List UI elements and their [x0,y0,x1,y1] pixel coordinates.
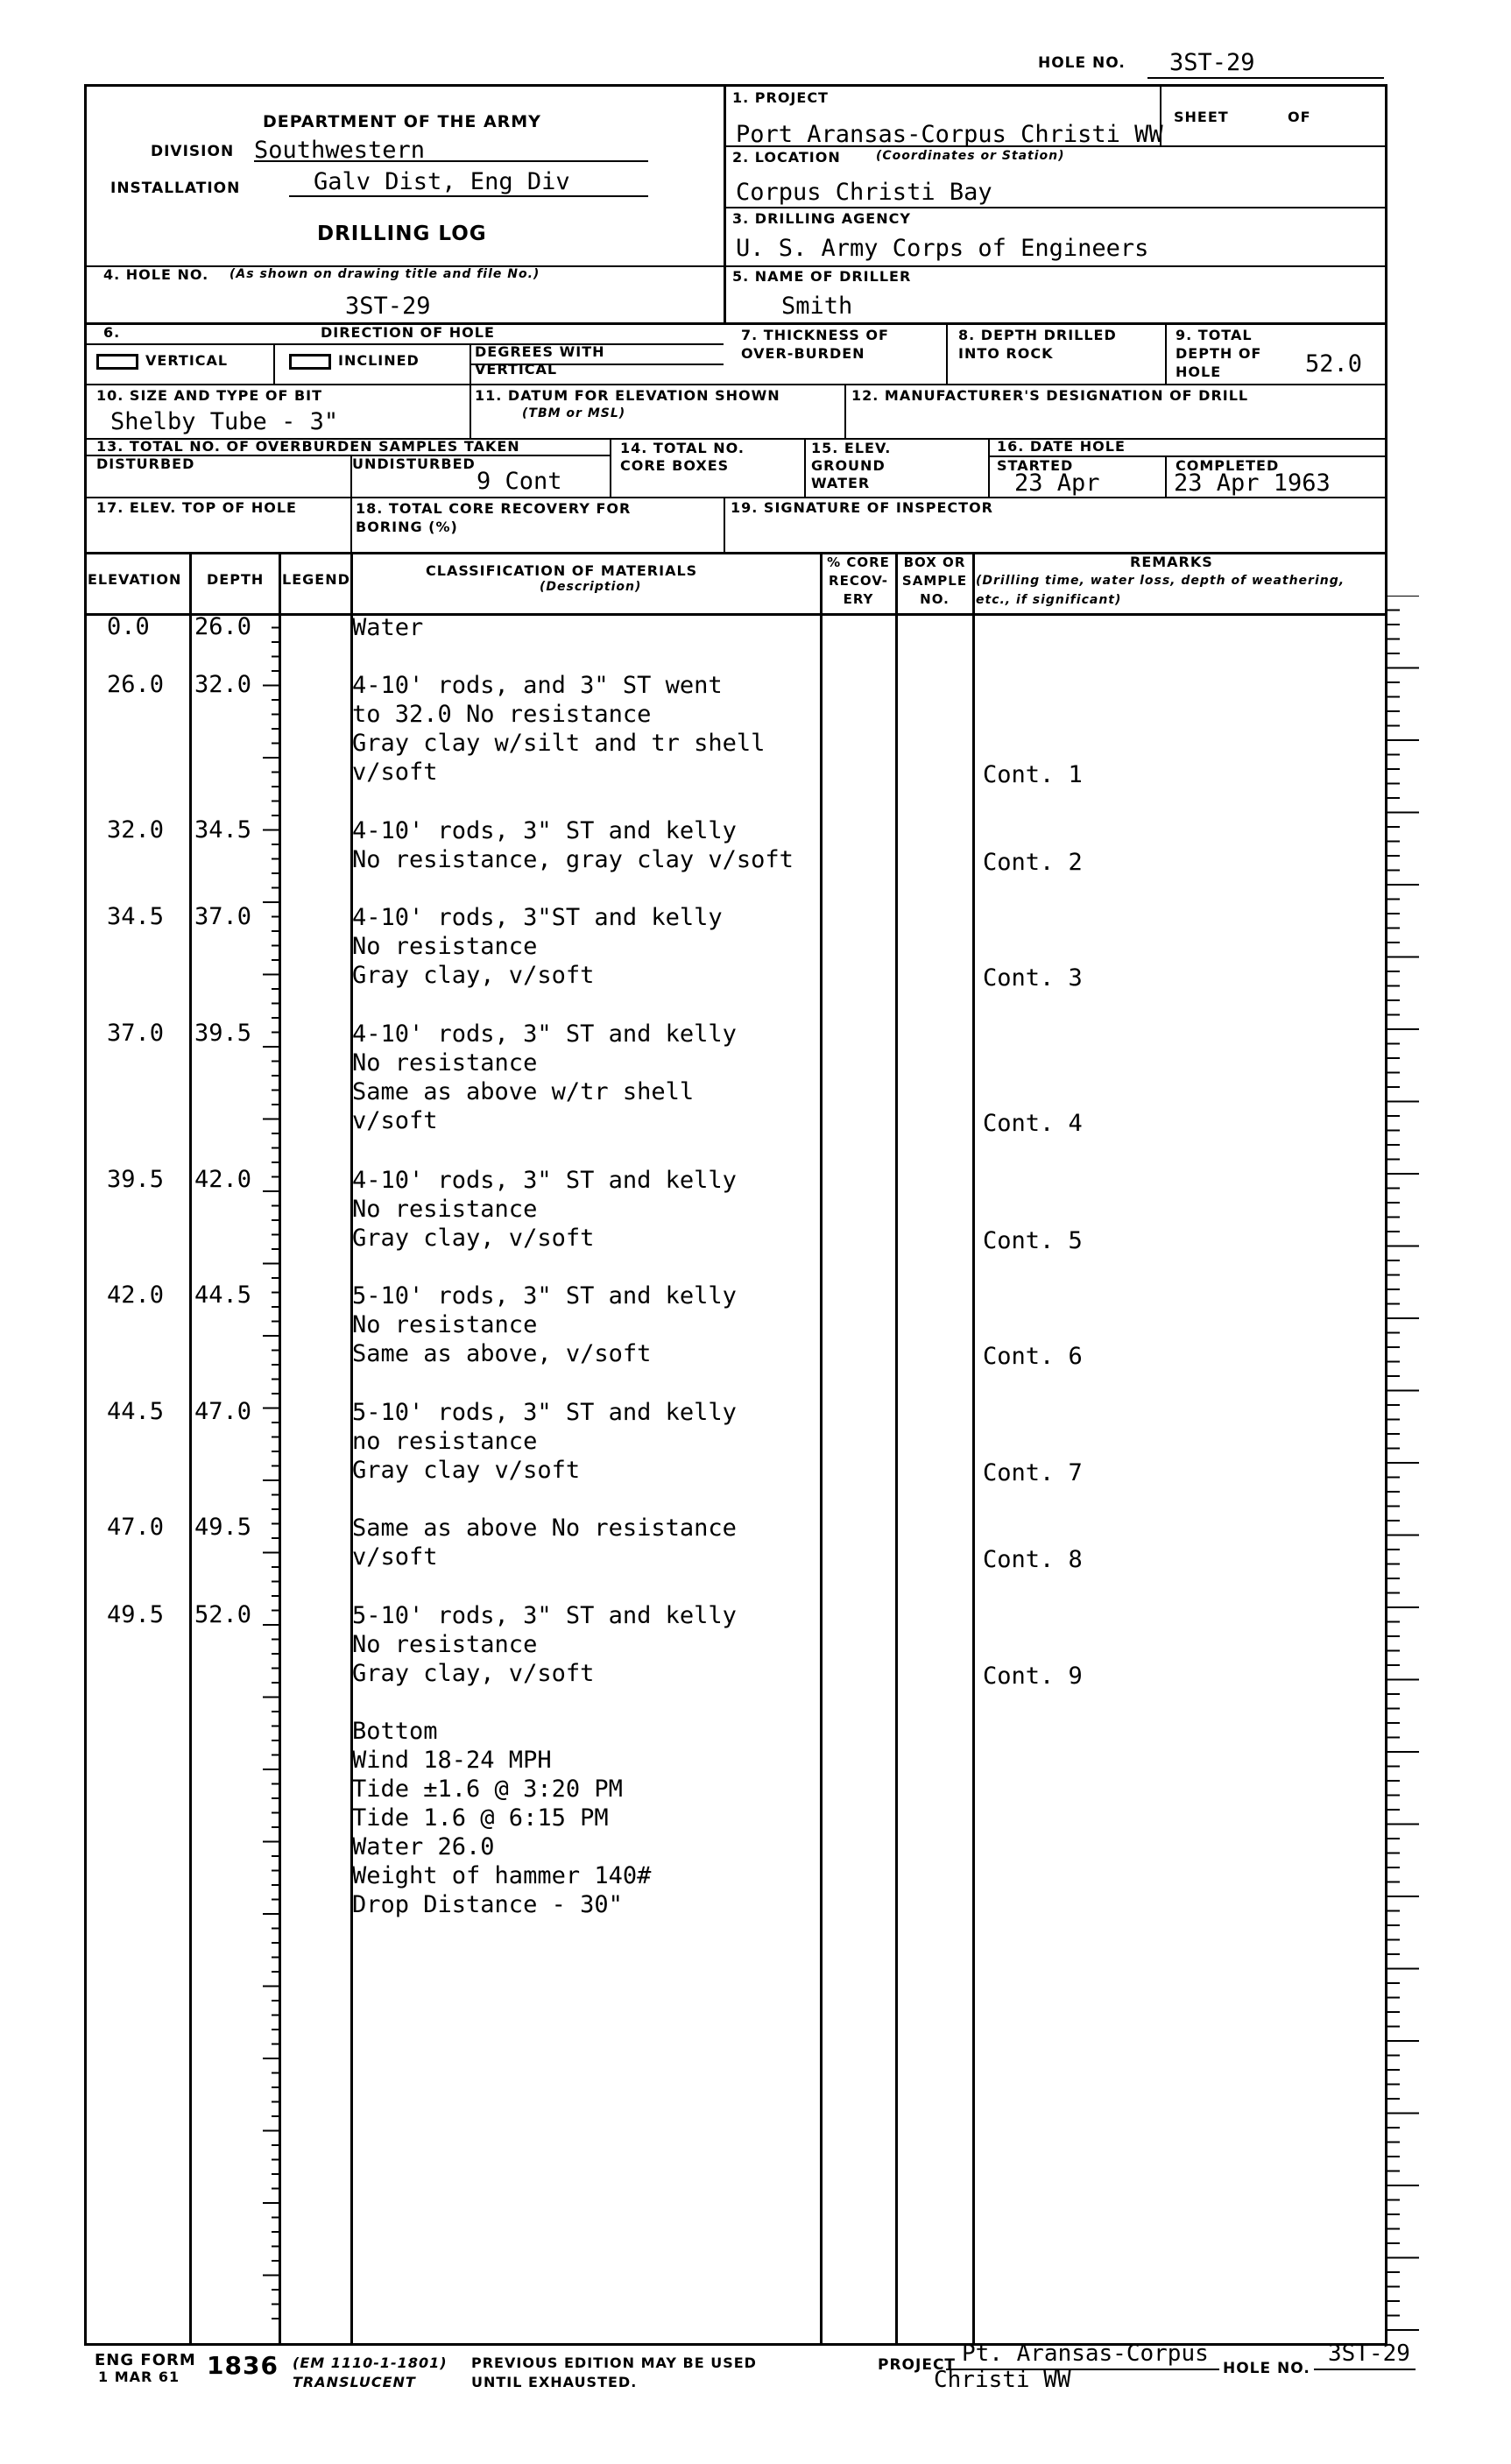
core-boxes-divider [804,438,806,497]
of-label: OF [1288,109,1311,125]
location-hint: (Coordinates or Station) [876,149,1065,163]
log-description-line: Gray clay w/silt and tr shell [352,730,766,757]
footer-form-no: 1836 [207,2351,279,2380]
top-hole-underline [1147,77,1384,79]
degrees-label: DEGREES WITH VERTICAL [475,343,605,378]
bottom-note-line: Tide ±1.6 @ 3:20 PM [352,1776,623,1803]
hole-no-field-value: 3ST-29 [345,293,431,320]
log-depth: 37.0 [194,903,252,930]
signature-label: 19. SIGNATURE OF INSPECTOR [731,499,993,516]
top-hole-no-label: HOLE NO. [1038,54,1126,72]
col-classification: CLASSIFICATION OF MATERIALS [426,562,698,579]
date-hole-label: 16. DATE HOLE [997,438,1126,455]
manufacturer-label: 12. MANUFACTURER'S DESIGNATION OF DRILL [851,387,1249,404]
log-description-line: Same as above, v/soft [352,1340,652,1367]
log-description-line: to 32.0 No resistance [352,701,652,728]
started-value: 23 Apr [1014,470,1100,497]
direction-title: DIRECTION OF HOLE [321,324,495,341]
agency-value: U. S. Army Corps of Engineers [736,235,1149,262]
row4-bottom-border [84,497,1387,498]
log-depth: 26.0 [194,613,252,640]
vertical-checkbox[interactable] [96,354,138,370]
thickness-divider [946,322,948,384]
log-depth: 44.5 [194,1281,252,1309]
depth-rock-label: 8. DEPTH DRILLED INTO ROCK [958,327,1117,362]
vertical-option[interactable] [96,352,228,370]
log-description [352,1514,821,1571]
log-description-line: 4-10' rods, 3" ST and kelly [352,1167,737,1194]
agency-label: 3. DRILLING AGENCY [732,210,911,227]
col-box-sample: BOX OR SAMPLE NO. [901,554,968,607]
log-description-line: No resistance [352,933,538,960]
completed-value: 23 Apr 1963 [1174,470,1331,497]
bottom-note-line: Drop Distance - 30" [352,1891,623,1918]
log-description [352,1166,821,1253]
datum-divider [844,384,846,438]
location-label: 2. LOCATION [732,149,841,166]
log-description-line: No resistance [352,1049,538,1077]
bottom-notes [352,1717,821,1919]
footer-project-line2: Christi WW [934,2367,1071,2393]
bottom-note-line: Tide 1.6 @ 6:15 PM [352,1804,609,1832]
inclined-label: INCLINED [338,352,420,369]
datum-hint: (TBM or MSL) [522,406,626,420]
footer-project-label: PROJECT [878,2356,957,2374]
log-elevation: 39.5 [107,1166,165,1193]
col-elevation: ELEVATION [88,571,182,588]
footer-translucent: TRANSLUCENT [293,2374,416,2390]
log-depth: 34.5 [194,816,252,844]
log-description [352,613,821,642]
right-scale-ticks [1386,596,1421,2339]
depth-scale-ticks [263,613,280,2330]
log-description-line: Gray clay, v/soft [352,1660,595,1687]
log-remark: Cont. 4 [983,1110,1083,1137]
log-remark: Cont. 7 [983,1459,1083,1486]
header-bottom-border [84,322,1387,325]
log-depth: 42.0 [194,1166,252,1193]
log-remark: Cont. 2 [983,849,1083,876]
col-line-elevation [189,552,192,2346]
vertical-label: VERTICAL [145,352,229,369]
log-description-line: 4-10' rods, 3"ST and kelly [352,904,723,931]
log-description-line: No resistance [352,1631,538,1658]
row2-bottom-border [84,384,1387,385]
bottom-note-line: Weight of hammer 140# [352,1862,652,1889]
col-depth: DEPTH [207,571,265,588]
log-description-line: No resistance [352,1311,538,1338]
log-description-line: v/soft [352,1543,438,1571]
completed-label: COMPLETED [1176,457,1280,474]
log-elevation: 49.5 [107,1601,165,1628]
log-description [352,1601,821,1688]
log-description-line: No resistance, gray clay v/soft [352,846,794,873]
driller-value: Smith [781,293,853,320]
location-divider [724,207,1387,208]
core-boxes-label: 14. TOTAL NO. CORE BOXES [620,440,745,474]
footer-project-line1: Pt. Aransas-Corpus [962,2340,1209,2367]
col-line-box [972,552,975,2346]
started-divider [1165,455,1167,497]
log-elevation: 34.5 [107,903,165,930]
project-value: Port Aransas-Corpus Christi WW [736,121,1163,148]
log-depth: 47.0 [194,1398,252,1425]
started-label: STARTED [997,457,1074,474]
ground-water-divider [988,438,990,497]
log-description-line: Same as above w/tr shell [352,1078,695,1105]
bit-label: 10. SIZE AND TYPE OF BIT [96,387,323,404]
elev-top-divider [350,497,352,552]
log-description-line: 5-10' rods, 3" ST and kelly [352,1282,737,1310]
log-description-line: Gray clay, v/soft [352,1225,595,1252]
log-remark: Cont. 1 [983,761,1083,788]
core-recovery-total-label: 18. TOTAL CORE RECOVERY FOR BORING (%) [356,500,632,535]
undisturbed-label: UNDISTURBED [352,455,476,472]
bottom-note-line: Wind 18-24 MPH [352,1747,552,1774]
installation-label: INSTALLATION [110,180,241,197]
log-elevation: 42.0 [107,1281,165,1309]
sheet-label: SHEET [1174,109,1229,125]
log-depth: 49.5 [194,1514,252,1541]
footer-eng-form: ENG FORM [95,2351,196,2369]
datum-label: 11. DATUM FOR ELEVATION SHOWN [475,387,780,404]
log-remark: Cont. 8 [983,1546,1083,1573]
log-description [352,903,821,990]
degrees-subline [470,364,724,365]
log-elevation: 32.0 [107,816,165,844]
depth-rock-divider [1165,322,1167,384]
bottom-note-line: Bottom [352,1718,438,1745]
log-description [352,816,821,874]
driller-label: 5. NAME OF DRILLER [732,268,912,285]
log-description-line: v/soft [352,1107,438,1134]
log-description-line: 5-10' rods, 3" ST and kelly [352,1399,737,1426]
vertical-divider [273,343,275,384]
sheet-divider [1160,84,1161,145]
department-title: DEPARTMENT OF THE ARMY [263,112,541,131]
log-description-line: 4-10' rods, and 3" ST went [352,672,723,699]
col-core-recovery: % CORE RECOV-ERY [827,554,890,607]
log-description-line: Gray clay v/soft [352,1457,581,1484]
top-hole-no: 3ST-29 [1169,49,1255,76]
installation-value: Galv Dist, Eng Div [314,168,570,195]
hole-no-field-label: 4. HOLE NO. [103,266,209,283]
log-description-line: Water [352,614,424,641]
elev-top-label: 17. ELEV. TOP OF HOLE [96,499,297,516]
log-depth: 32.0 [194,671,252,698]
log-remark: Cont. 6 [983,1343,1083,1370]
log-description [352,671,821,787]
col-classification-hint: (Description) [540,580,642,594]
log-remark: Cont. 3 [983,964,1083,992]
inclined-option[interactable] [289,352,420,370]
log-description [352,1281,821,1368]
samples-divider [610,438,611,497]
thickness-label: 7. THICKNESS OF OVER-BURDEN [741,327,889,362]
log-description-line: 4-10' rods, 3" ST and kelly [352,817,737,844]
footer-previous: PREVIOUS EDITION MAY BE USED [471,2355,757,2371]
log-description-line: v/soft [352,759,438,786]
log-depth: 52.0 [194,1601,252,1628]
footer-hole-underline [1314,2369,1416,2370]
installation-underline [289,195,648,197]
bottom-note-line: Water 26.0 [352,1833,495,1860]
footer-date: 1 MAR 61 [98,2369,180,2385]
log-description-line: no resistance [352,1428,538,1455]
log-description-line: 5-10' rods, 3" ST and kelly [352,1602,737,1629]
agency-divider [724,265,1387,267]
header-divider [724,84,726,322]
footer-hole-value: 3ST-29 [1328,2340,1410,2367]
col-line-core [895,552,898,2346]
log-description-line: Same as above No resistance [352,1514,737,1542]
log-description-line: 4-10' rods, 3" ST and kelly [352,1020,737,1048]
location-value: Corpus Christi Bay [736,179,992,206]
division-label: DIVISION [151,143,235,160]
log-remark: Cont. 5 [983,1227,1083,1254]
samples-label: 13. TOTAL NO. OF OVERBURDEN SAMPLES TAKEN [96,438,520,455]
log-description [352,1020,821,1135]
inclined-checkbox[interactable] [289,354,331,370]
total-depth-label: 9. TOTAL DEPTH OF HOLE [1176,327,1262,380]
undisturbed-value: 9 Cont [477,468,562,495]
log-description-line: Gray clay, v/soft [352,962,595,989]
log-elevation: 0.0 [107,613,150,640]
project-label: 1. PROJECT [732,89,829,106]
project-divider [724,145,1387,147]
bit-value: Shelby Tube - 3" [110,408,339,435]
hole-no-field-hint: (As shown on drawing title and file No.) [229,267,540,281]
footer-hole-label: HOLE NO. [1223,2360,1310,2377]
drilling-log-title: DRILLING LOG [317,222,487,245]
bit-divider [470,384,471,438]
total-depth-value: 52.0 [1305,350,1363,378]
log-description [352,1398,821,1485]
log-elevation: 26.0 [107,671,165,698]
log-elevation: 44.5 [107,1398,165,1425]
footer-em: (EM 1110-1-1801) [293,2355,448,2371]
log-elevation: 37.0 [107,1020,165,1047]
direction-number: 6. [103,324,121,341]
ground-water-label: 15. ELEV. GROUND WATER [811,440,892,491]
division-underline [254,160,648,162]
col-remarks: REMARKS [1130,554,1213,570]
footer-project-underline [946,2369,1219,2370]
log-description-line: No resistance [352,1196,538,1223]
log-depth: 39.5 [194,1020,252,1047]
col-remarks-hint: (Drilling time, water loss, depth of weathering, etc., if significant) [976,574,1345,607]
log-remark: Cont. 9 [983,1663,1083,1690]
log-elevation: 47.0 [107,1514,165,1541]
col-legend: LEGEND [282,571,350,588]
core-recovery-divider [724,497,725,552]
footer-until: UNTIL EXHAUSTED. [471,2374,638,2390]
division-value: Southwestern [254,137,426,164]
disturbed-label: DISTURBED [96,455,195,472]
